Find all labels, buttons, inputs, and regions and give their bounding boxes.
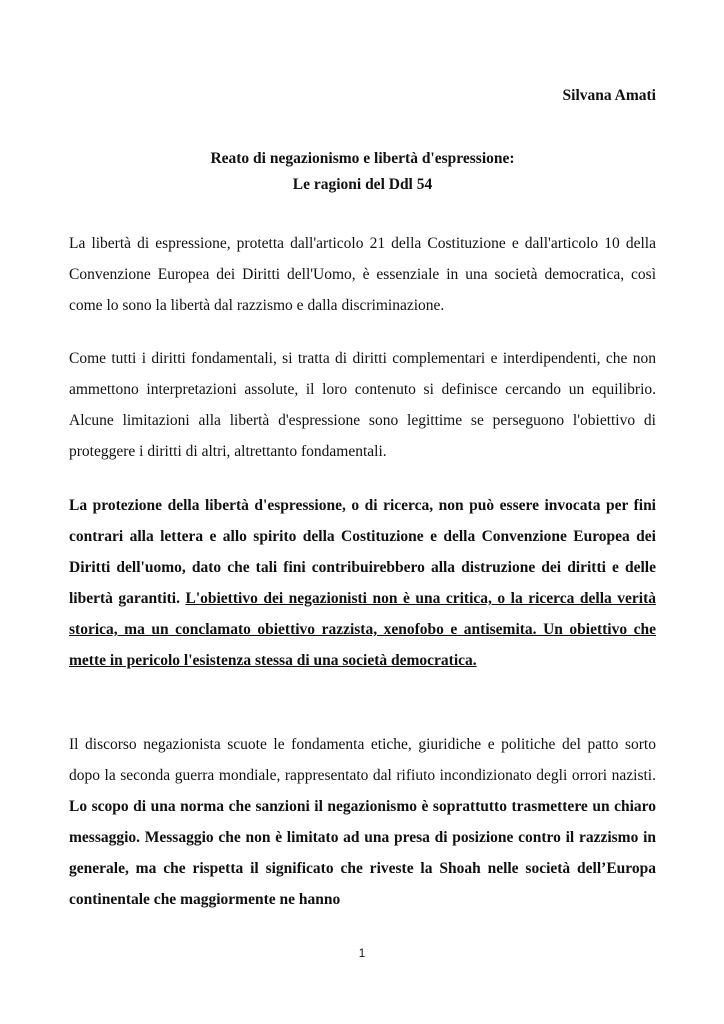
page-number: 1 xyxy=(358,948,366,960)
title-line-2: Le ragioni del Ddl 54 xyxy=(292,176,433,193)
paragraph-1: La libertà di espressione, protetta dall'articolo 21 della Costituzione e dall'articolo 10 della Convenzione Europea dei Diritti dell'Uomo, è essenziale in una società democratica, così come lo sono la libertà dal razzismo e dalla discriminazione. xyxy=(69,235,656,314)
paragraph-3-bold-text: La protezione della libertà d'espressione, o di ricerca, non può essere invocata per fini contrari alla lettera e allo spirito della Costituzione e della Convenzione Europea dei Diritti dell'uomo, dato che tali fini contribuirebbero alla distruzione dei diritti e delle libertà garantiti. xyxy=(69,497,656,607)
paragraph-4-bold-text: Lo scopo di una norma che sanzioni il negazionismo è soprattutto trasmettere un chiaro messaggio. Messaggio che non è limitato ad una presa di posizione contro il razzismo in generale, ma che rispetta il significato che riveste la Shoah nelle società dell’Europa continentale che maggiormente ne hanno xyxy=(69,798,656,908)
paragraph-4-normal-text: Il discorso negazionista scuote le fondamenta etiche, giuridiche e politiche del patto sorto dopo la seconda guerra mondiale, rappresentato dal rifiuto incondizionato degli orrori nazisti. xyxy=(69,736,656,784)
document-title xyxy=(69,146,656,198)
paragraph-4 xyxy=(69,729,656,915)
paragraph-3-underlined-text: L'obiettivo dei negazionisti non è una critica, o la ricerca della verità storica, ma un conclamato obiettivo razzista, xenofobo e antisemita. Un obiettivo che mette in pericolo l'esistenza stessa di una società democratica. xyxy=(69,590,656,669)
title-line-1: Reato di negazionismo e libertà d'espressione: xyxy=(210,150,515,167)
paragraph-2: Come tutti i diritti fondamentali, si tratta di diritti complementari e interdipendenti, che non ammettono interpretazioni assolute, il loro contenuto si definisce cercando un equilibrio. Alcune limitazioni alla libertà d'espressione sono legittime se perseguono l'obiettivo di proteggere i diritti di altri, altrettanto fondamentali. xyxy=(69,350,656,460)
author-name: Silvana Amati xyxy=(562,87,656,104)
paragraph-3 xyxy=(69,490,656,676)
